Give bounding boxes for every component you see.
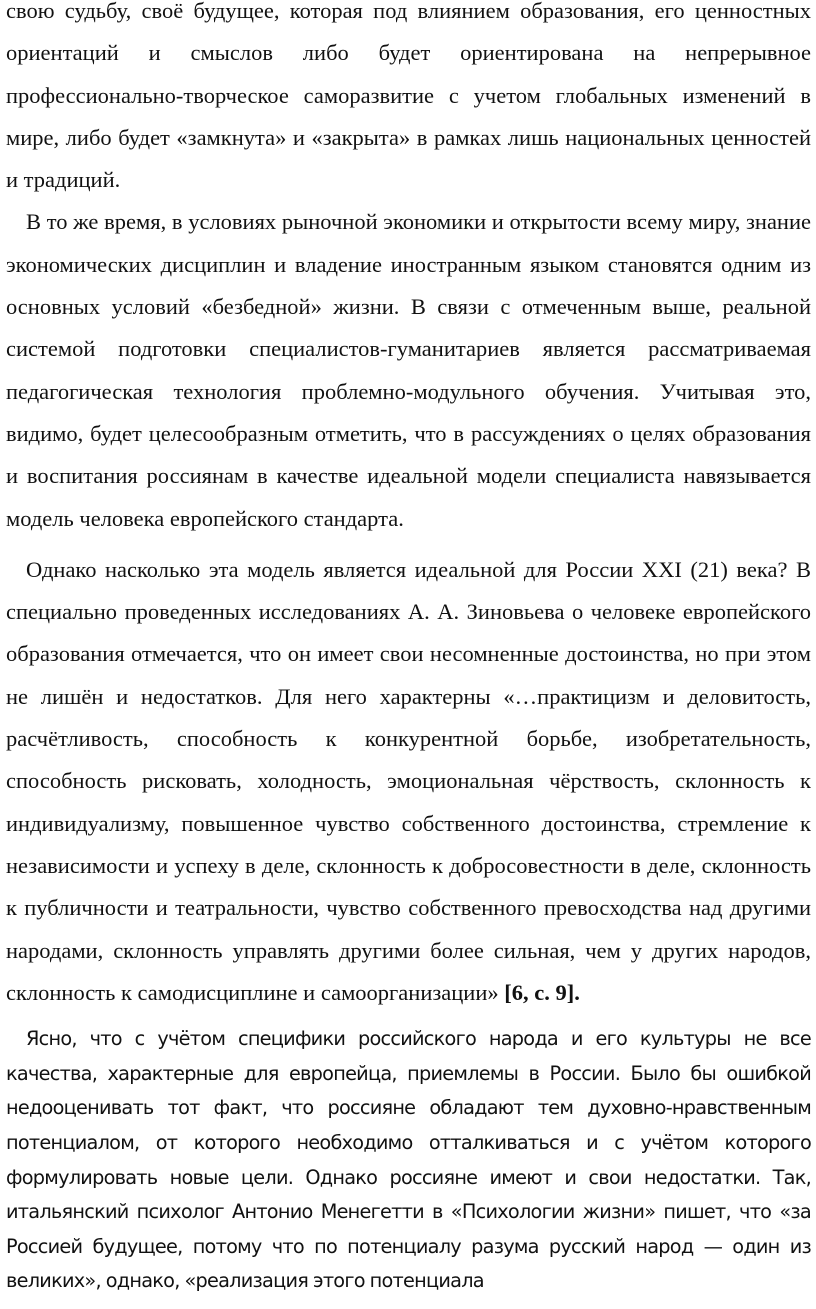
paragraph-2: В то же время, в условиях рыночной экономики и открытости всему миру, знание экономических дисциплин и владение иностранным языком становятся одним из основных условий «безбедной» жизни. В связи с отмеченным выше, реальной системой подготовки специалистов-гуманитариев является рассматриваемая педагогическая технология проблемно-модульного обучения. Учитывая это, видимо, будет целесообразным отметить, что в рассуждениях о целях образования и воспитания россиянам в качестве идеальной модели специалиста навязывается модель человека европейского стандарта. — [6, 209, 811, 531]
paragraph-3 — [6, 549, 811, 1014]
paragraph-4: Ясно, что с учётом специфики российского народа и его культуры не все качества, характерные для европейца, приемлемы в России. Было бы ошибкой недооценивать тот факт, что россияне обладают тем духовно-нравственным потенциалом, от которого необходимо отталкиваться и с учётом которого формулировать новые цели. Однако россияне имеют и свои недостатки. Так, итальянский психолог Антонио Менегетти в «Психологии жизни» пишет, что «за Россией будущее, потому что по потенциалу разума русский народ — один из великих», однако, «реализация этого потенциала — [6, 1027, 811, 1293]
paragraph-1: свою судьбу, своё будущее, которая под влиянием образования, его ценностных ориентаций и смыслов либо будет ориентирована на непрерывное профессионально-творческое саморазвитие с учетом глобальных изменений в мире, либо будет «замкнута» и «закрыта» в рамках лишь национальных ценностей и традиций. — [6, 0, 811, 193]
citation-reference: [6, с. 9]. — [504, 979, 580, 1005]
paragraph-3-text: Однако насколько эта модель является идеальной для России XXI (21) века? В специально проведенных исследованиях А. А. Зиновьева о человеке европейского образования отмечается, что он имеет свои несомненные достоинства, но при этом не лишён и недостатков. Для него характерны «…практицизм и деловитость, расчётливость, способность к конкурентной борьбе, изобретательность, способность рисковать, холодность, эмоциональная чёрствость, склонность к индивидуализму, повышенное чувство собственного достоинства, стремление к независимости и успеху в деле, склонность к добросовестности в деле, склонность к публичности и театральности, чувство собственного превосходства над другими народами, склонность управлять другими более сильная, чем у других народов, склонность к самодисциплине и самоорганизации» — [6, 556, 811, 1005]
